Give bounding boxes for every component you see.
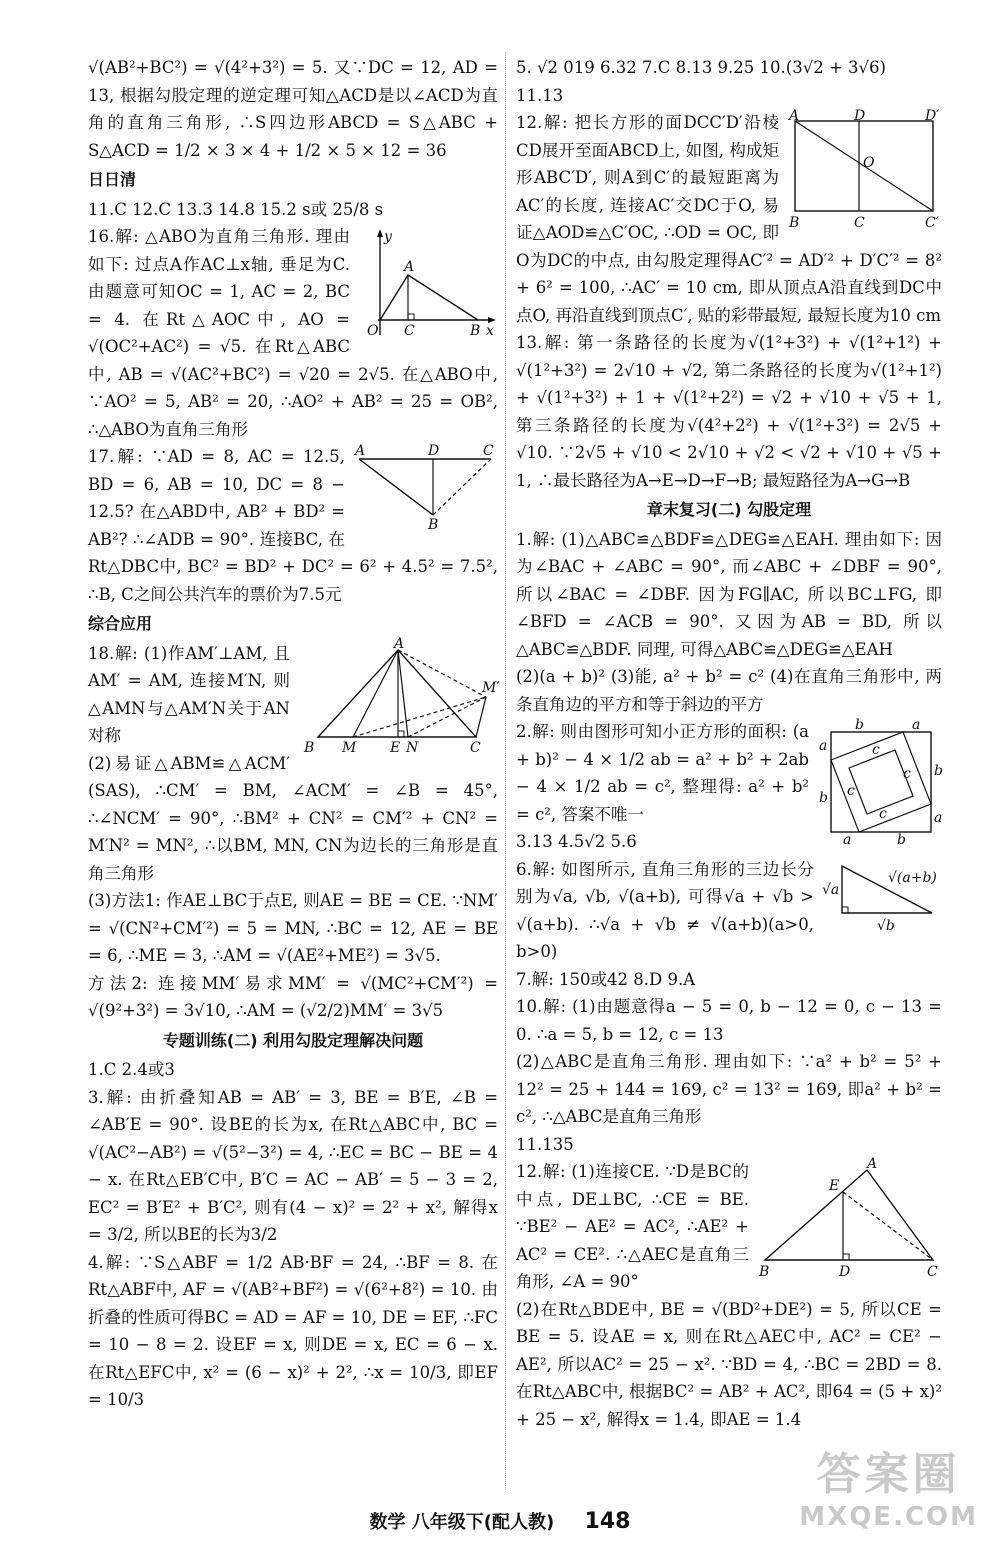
answer-12: 12.解: 把长方形的面DCC′D′沿棱CD展开至面ABCD上, 如图, 构成矩形ABC′D′, 则A到C′的最短距离为AC′的长度, 连接AC′交DC于O, 易证△AOD≌△C′OC, ∴OD = OC, 即O为DC的中点, 由勾股定理得AC′² = AD′² + D′C′² = 8² + 6² = 100, ∴AC′ = 10 cm, 即从顶点A沿直线到DC中点O, 再沿直线到顶点C′, 贴的彩带最短, 最短长度为10 cm	[516, 113, 942, 325]
label-c: c	[847, 783, 855, 799]
label-y: y	[384, 229, 392, 245]
line-figure-17	[353, 443, 498, 533]
column-divider	[505, 52, 506, 1492]
label-a: A	[404, 259, 415, 275]
left-column	[88, 54, 498, 1414]
answer-text: 11.13	[516, 85, 564, 105]
label-b: b	[934, 763, 943, 779]
label-c: C	[470, 739, 481, 756]
label-c: C	[483, 443, 494, 459]
answer-13: 13.解: 第一条路径的长度为√(1²+3²) + √(1²+1²) + √(1²+3²) = 2√10 + √2, 第二条路径的长度为√(1²+1²) + √(1²+3²) + 1 + √(1²+2²) = √2 + √10 + √5 + 1, 第三条路径的长度为√(4²+2²) + √(1²+3²) = 2√5 + √10. ∵2√5 + √10 < 2√10 + √2 < √2 + √10 + √5 + 1, ∴最长路径为A→E→D→F→B; 最短路径为A→G→B	[516, 333, 942, 490]
label-c-prime: C′	[925, 215, 939, 231]
label-a: A	[355, 443, 366, 459]
label-n: N	[406, 739, 419, 756]
triangle-figure-12b	[757, 1156, 942, 1285]
label-a: a	[843, 832, 852, 848]
label-d: D	[854, 108, 866, 124]
label-sqrt-a: √a	[822, 881, 840, 898]
answer-c12-2: (2)在Rt△BDE中, BE = √(BD²+DE²) = 5, 所以CE = BE = 5. 设AE = x, 则在Rt△AEC中, AC² = CE² − AE², 所以AC² = 25 − x². ∵BD = 4, ∴BC = 2BD = 8. 在Rt△ABC中, 根据BC² = AB² + AC², 即64 = (5 + x)² + 25 − x², 解得x = 1.4, 即AE = 1.4	[516, 1299, 942, 1429]
label-b: B	[759, 1264, 770, 1280]
answer-18-1: 18.解: (1)作AM′⊥AM, 且AM′ = AM, 连接M′N, 则△AMN与△AM′N关于AN对称	[88, 643, 290, 745]
label-c: C	[927, 1264, 938, 1280]
section-heading-riri: 日日清	[88, 170, 137, 189]
label-b: B	[304, 739, 315, 756]
label-c: C	[404, 323, 415, 339]
label-sqrt-ab: √(a+b)	[888, 869, 937, 886]
label-c: C	[854, 215, 865, 231]
label-sqrt-b: √b	[877, 917, 895, 934]
answer-text: √(AB²+BC²) = √(4²+3²) = 5. 又∵DC = 12, AD = 13, 根据勾股定理的逆定理可知△ACD是以∠ACD为直角的直角三角形, ∴S四边形ABCD = S△ABC + S△ACD = 1/2 × 3 × 4 + 1/2 × 5 × 12 = 36	[88, 58, 498, 160]
section-heading-zonghe: 综合应用	[88, 614, 153, 633]
label-e: E	[390, 739, 401, 756]
answer-zt-4: 4.解: ∵S△ABF = 1/2 AB·BF = 24, ∴BF = 8. 在Rt△ABF中, AF = √(AB²+BF²) = √(6²+8²) = 10. 由折叠的性质可得BC = AD = AF = 10, DE = EF, ∴FC = 10 − 8 = 2. 设EF = x, 则DE = x, EC = 6 − x. 在Rt△EFC中, x² = (6 − x)² + 2², ∴x = 10/3, 即EF = 10/3	[88, 1252, 498, 1409]
label-b: B	[428, 517, 439, 533]
answer-text: 11.C 12.C 13.3 14.8 15.2 s或 25/8 s	[88, 199, 384, 219]
watermark-url: MXQE.COM	[799, 1502, 978, 1532]
watermark	[799, 1438, 978, 1532]
label-a: a	[912, 717, 921, 733]
label-o: O	[863, 155, 875, 171]
label-x: x	[486, 323, 494, 339]
label-a: A	[867, 1156, 878, 1172]
label-m: M	[342, 739, 357, 756]
label-a: a	[819, 738, 828, 754]
label-b: B	[470, 323, 481, 339]
answer-c6: 6.解: 如图所示, 直角三角形的三边长分别为√a, √b, √(a+b), 可得√a + √b > √(a+b). ∴√a + √b ≠ √(a+b)(a>0, b>0)	[516, 859, 814, 961]
section-title-zhangmo: 章末复习(二) 勾股定理	[646, 500, 812, 519]
answer-18-4: 方法2: 连接MM′易求MM′ = √(MC²+CM′²) = √(9²+3²) = 3√10, ∴AM = (√2/2)MM′ = 3√5	[88, 973, 498, 1020]
rectangle-figure-12	[787, 108, 942, 231]
right-triangle-figure-6	[822, 858, 942, 933]
label-c: c	[903, 766, 911, 782]
label-b: b	[897, 832, 906, 848]
answer-zt-3: 3.解: 由折叠知AB = AB′ = 3, BE = B′E, ∠B = ∠AB′E = 90°. 设BE的长为x, 在Rt△ABC中, BC = √(AC²−AB²) = √(5²−3²) = 4, ∴EC = BC − BE = 4 − x. 在Rt△EB′C中, B′C = AC − AB′ = 5 − 3 = 2, EC² = B′E² + B′C², 则有(4 − x)² = 2² + x², 解得x = 3/2, 所以BE的长为3/2	[88, 1087, 498, 1244]
label-o: O	[367, 323, 379, 339]
answer-text: 7.解: 150或42 8.D 9.A	[516, 969, 696, 989]
triangle-figure-18	[298, 635, 500, 757]
label-a: A	[394, 635, 405, 652]
square-figure-2	[817, 717, 943, 848]
coordinate-figure	[358, 225, 498, 340]
label-d: D	[428, 443, 440, 459]
label-a: A	[789, 108, 800, 124]
label-m-prime: M′	[482, 679, 500, 696]
answer-16: 16.解: △ABO为直角三角形. 理由如下: 过点A作AC⊥x轴, 垂足为C. 由题意可知OC = 1, AC = 2, BC = 4. 在Rt△AOC中, AO = √(OC²+AC²) = √5. 在Rt△ABC中, AB = √(AC²+BC²) = √20 = 2√5. 在△ABO中, ∵AO² = 5, AB² = 20, ∴AO² + AB² = 25 = OB², ∴△ABO为直角三角形	[88, 227, 498, 439]
answer-text: 11.135	[516, 1134, 574, 1154]
answer-text: 3.13 4.5√2 5.6	[516, 832, 637, 851]
footer-subject: 数学 八年级下(配人教)	[369, 1512, 555, 1533]
answer-c10-1: 10.解: (1)由题意得a − 5 = 0, b − 12 = 0, c − 13 = 0. ∴a = 5, b = 12, c = 13	[516, 997, 942, 1044]
label-b: b	[819, 790, 828, 806]
label-c: c	[879, 806, 887, 822]
answer-c1-1: 1.解: (1)△ABC≌△BDF≌△DEG≌△EAH. 理由如下: 因为∠BAC + ∠ABC = 90°, 而∠ABC + ∠DBF = 90°, 所以∠BAC = ∠DBF. 因为FG∥AC, 所以BC⊥FG, 即∠BFD = ∠ACB = 90°. 又因为AB = BD, 所以△ABC≌△BDF. 同理, 可得△ABC≌△DEG≌△EAH	[516, 529, 942, 659]
watermark-logo-text: 答案圈	[816, 1449, 961, 1500]
answer-17: 17.解: ∵AD = 8, AC = 12.5, BD = 6, AB = 10, DC = 8 − 12.5? 在△ABD中, AB² + BD² = AB²? ∴∠ADB = 90°. 连接BC, 在Rt△DBC中, BC² = BD² + DC² = 6² + 4.5² = 7.5², ∴B, C之间公共汽车的票价为7.5元	[88, 447, 498, 604]
right-column	[516, 54, 942, 1433]
page-number: 148	[584, 1509, 631, 1534]
answer-c10-2: (2)△ABC是直角三角形. 理由如下: ∵a² + b² = 5² + 12² = 25 + 144 = 169, c² = 13² = 169, 即a² + b² = c², ∴△ABC是直角三角形	[516, 1052, 942, 1126]
label-d: D	[839, 1264, 851, 1280]
label-e: E	[829, 1178, 840, 1194]
label-a: a	[934, 810, 943, 826]
answer-c2: 2.解: 则由图形可知小正方形的面积: (a + b)² − 4 × 1/2 ab = a² + b² + 2ab − 4 × 1/2 ab = c², 整理得: a² + b² = c², 答案不唯一	[516, 722, 809, 824]
label-d-prime: D′	[925, 108, 940, 124]
label-b: b	[855, 717, 864, 733]
label-c: c	[872, 742, 880, 758]
label-b: B	[789, 215, 800, 231]
answer-18-3: (3)方法1: 作AE⊥BC于点E, 则AE = BE = CE. ∵NM′ = √(CN²+CM′²) = 5 = MN, ∴BC = 12, AE = BE = 6, ∴ME = 3, ∴AM = √(AE²+ME²) = 3√5.	[88, 891, 498, 965]
answer-text: 5. √2 019 6.32 7.C 8.13 9.25 10.(3√2 + 3√6)	[516, 58, 886, 77]
answer-c1-2: (2)(a + b)² (3)能, a² + b² = c² (4)在直角三角形中, 两条直角边的平方和等于斜边的平方	[516, 667, 942, 714]
answer-18-2: (2)易证△ABM≌△ACM′(SAS), ∴CM′ = BM, ∠ACM′ = ∠B = 45°, ∴∠NCM′ = 90°, ∴BM² + CN² = CM′² + CN² = M′N² = MN², ∴以BM, MN, CN为边长的三角形是直角三角形	[88, 753, 498, 883]
section-title-zhuanti: 专题训练(二) 利用勾股定理解决问题	[162, 1030, 424, 1050]
answer-c12-1: 12.解: (1)连接CE. ∵D是BC的中点, DE⊥BC, ∴CE = BE. ∵BE² − AE² = AC², ∴AE² + AC² = CE². ∴△AEC是直角三角形, ∠A = 90°	[516, 1162, 749, 1291]
answer-text: 1.C 2.4或3	[88, 1060, 175, 1079]
